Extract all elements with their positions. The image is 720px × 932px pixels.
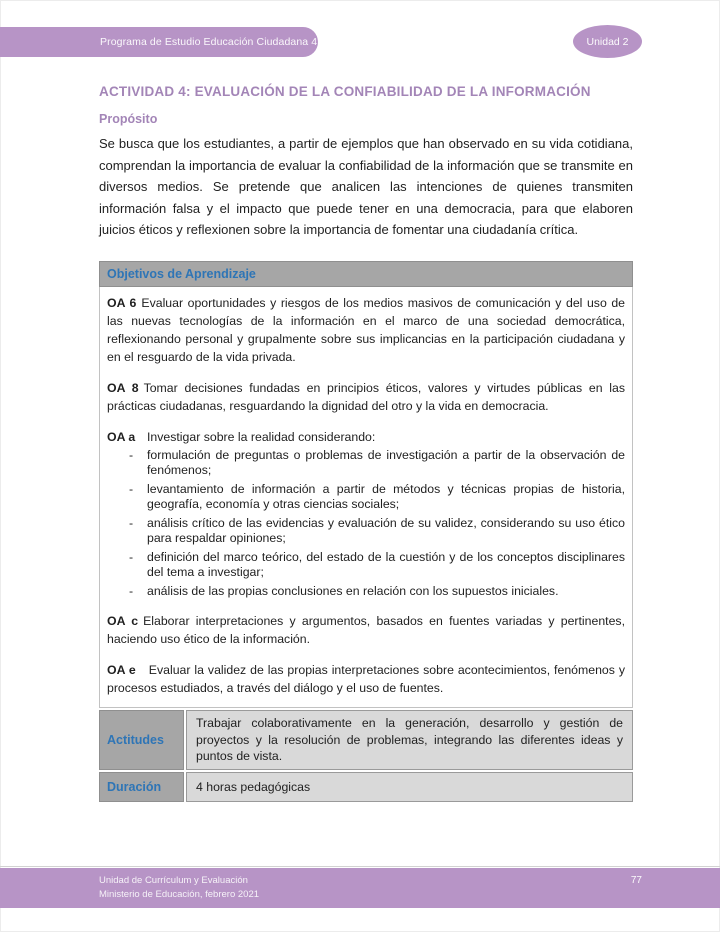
dash-bullet: - — [129, 515, 134, 530]
content-column — [99, 0, 633, 802]
bullet-text: análisis crítico de las evidencias y evaluación de su validez, considerando su uso ético para respaldar opiniones; — [147, 515, 625, 545]
footer-divider — [0, 866, 720, 867]
oa-c-text: Elaborar interpretaciones y argumentos, basados en fuentes variadas y pertinentes, haciendo uso ético de la información. — [107, 614, 625, 646]
purpose-paragraph: Se busca que los estudiantes, a partir de ejemplos que han observado en su vida cotidiana, comprendan la importancia de evaluar la confiabilidad de la información que se transmite en diversos medios. Se pretende que analicen las intenciones de quienes transmiten información falsa y el impacto que puede tener en una democracia, para que elaboren juicios éticos y reflexionen sobre la importancia de fomentar una ciudadanía crítica. — [99, 136, 633, 237]
oa-a-intro-text: Investigar sobre la realidad considerando: — [147, 429, 376, 444]
bullet-text: levantamiento de información a partir de métodos y técnicas propias de historia, geografía, economía y otras ciencias sociales; — [147, 481, 625, 511]
objectives-table-body — [99, 287, 633, 709]
bullet-text: definición del marco teórico, del estado de la cuestión y de los conceptos disciplinares del tema a investigar; — [147, 549, 625, 579]
duracion-value: 4 horas pedagógicas — [186, 772, 633, 803]
oa-a-label: OA a — [107, 429, 136, 444]
footer-line1: Unidad de Currículum y Evaluación — [99, 875, 248, 886]
oa-e-text: Evaluar la validez de las propias interpretaciones sobre acontecimientos, fenómenos y procesos estudiados, a través del diálogo y el uso de fuentes. — [107, 663, 625, 695]
purpose-heading: Propósito — [99, 112, 158, 126]
table-row — [99, 772, 633, 803]
program-header-label: Programa de Estudio Educación Ciudadana 4° medio — [100, 36, 354, 48]
page-number: 77 — [630, 875, 642, 886]
list-item — [107, 482, 625, 513]
objectives-table-header: Objetivos de Aprendizaje — [99, 261, 633, 287]
list-item — [107, 516, 625, 547]
dash-bullet: - — [129, 549, 134, 564]
footer-credits — [99, 874, 259, 901]
oa-6-text: Evaluar oportunidades y riesgos de los medios masivos de comunicación y del uso de las nuevas tecnologías de la información en el marco de una sociedad democrática, reflexionando personal y grupalmente sobre sus implicancias en la participación ciudadana y en el resguardo de la vida privada. — [107, 295, 626, 364]
footer-line2: Ministerio de Educación, febrero 2021 — [99, 888, 260, 900]
unit-badge: Unidad 2 — [573, 25, 642, 58]
oa-8-text: Tomar decisiones fundadas en principios éticos, valores y virtudes públicas en las prácticas ciudadanas, resguardando la dignidad del otro y la vida en democracia. — [107, 380, 625, 413]
oa-c-paragraph — [107, 612, 625, 648]
footer-bar — [0, 868, 720, 908]
oa-6-label: OA 6 — [107, 295, 137, 310]
oa-c-label: OA c — [107, 614, 139, 628]
list-item — [107, 550, 625, 581]
bullet-text: formulación de preguntas o problemas de investigación a partir de la observación de fenómenos; — [147, 447, 625, 477]
list-item — [107, 448, 625, 479]
oa-a-bullet-list — [107, 448, 625, 600]
oa-8-paragraph — [107, 379, 625, 415]
oa-6-paragraph — [107, 294, 625, 366]
dash-bullet: - — [129, 583, 134, 598]
duracion-label: Duración — [99, 772, 184, 803]
dash-bullet: - — [129, 447, 134, 462]
oa-e-label: OA e — [107, 663, 136, 677]
bullet-text: análisis de las propias conclusiones en relación con los supuestos iniciales. — [147, 583, 559, 598]
actitudes-value: Trabajar colaborativamente en la generación, desarrollo y gestión de proyectos y la resolución de problemas, integrando las diferentes ideas y puntos de vista. — [186, 710, 633, 770]
oa-a-intro-row — [107, 428, 625, 446]
activity-title: ACTIVIDAD 4: EVALUACIÓN DE LA CONFIABILIDAD DE LA INFORMACIÓN — [99, 84, 591, 99]
table-row — [99, 710, 633, 770]
dash-bullet: - — [129, 481, 134, 496]
objectives-table — [99, 261, 633, 803]
oa-8-label: OA 8 — [107, 380, 139, 395]
actitudes-label: Actitudes — [99, 710, 184, 770]
list-item — [107, 584, 625, 600]
oa-e-paragraph — [107, 661, 625, 697]
